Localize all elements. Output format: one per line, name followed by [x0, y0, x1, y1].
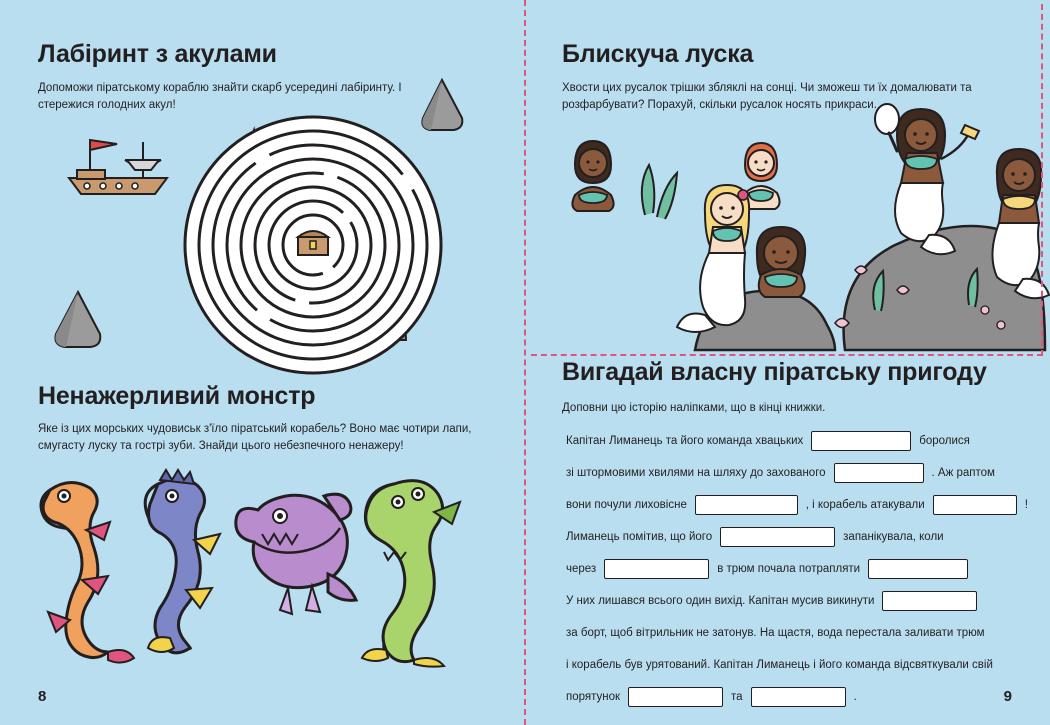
story-blank-field[interactable] — [882, 591, 977, 611]
story-line — [562, 553, 1032, 585]
story-text: запанікувала, коли — [843, 531, 944, 543]
sea-monster-blue-illustration — [128, 470, 238, 660]
intro-text-story: Доповни цю історію наліпками, що в кінці книжки. — [562, 402, 826, 414]
story-fill-in-blanks[interactable] — [562, 425, 1032, 713]
story-text: за борт, щоб вітрильник не затонув. На щастя, вода перестала заливати трюм — [566, 627, 985, 639]
story-text: У них лишався всього один вихід. Капітан мусив викинути — [566, 595, 875, 607]
page-title-maze: Лабіринт з акулами — [38, 40, 277, 68]
maze-puzzle — [183, 115, 443, 375]
intro-text-maze: Допоможи піратському кораблю знайти скарб усередині лабіринту. І стережися голодних акул! — [38, 82, 402, 111]
page-divider — [524, 0, 526, 725]
story-text: Лиманець помітив, що його — [566, 531, 713, 543]
story-blank-field[interactable] — [628, 687, 723, 707]
story-line — [562, 649, 1032, 681]
story-blank-field[interactable] — [751, 687, 846, 707]
intro-text-scales: Хвости цих русалок трішки збляклі на сонці. Чи зможеш ти їх домалювати та розфарбувати? Порахуй, скільки русалок носять прикраси. — [562, 82, 972, 111]
page-title-monster: Ненажерливий монстр — [38, 382, 316, 410]
story-text: боролися — [919, 435, 970, 447]
page-number-left: 8 — [38, 688, 47, 705]
story-line — [562, 425, 1032, 457]
sea-monster-purple-illustration — [228, 470, 358, 650]
story-line — [562, 617, 1032, 649]
activity-dashed-frame — [531, 4, 1043, 356]
rock-icon — [52, 290, 104, 350]
story-text: порятунок — [566, 691, 621, 703]
page-number-right: 9 — [1003, 688, 1012, 705]
story-line — [562, 521, 1032, 553]
story-text: . — [853, 691, 857, 703]
story-blank-field[interactable] — [720, 527, 835, 547]
story-blank-field[interactable] — [834, 463, 924, 483]
story-text: ! — [1024, 499, 1028, 511]
story-blank-field[interactable] — [604, 559, 709, 579]
story-line — [562, 457, 1032, 489]
story-blank-field[interactable] — [933, 495, 1017, 515]
page-title-story: Вигадай власну піратську пригоду — [562, 358, 987, 386]
story-blank-field[interactable] — [868, 559, 968, 579]
pirate-ship-illustration — [55, 130, 175, 200]
story-text: через — [566, 563, 597, 575]
story-text: в трюм почала потрапляти — [717, 563, 861, 575]
story-text: зі штормовими хвилями на шляху до захованого — [566, 467, 826, 479]
story-line — [562, 681, 1032, 713]
story-blank-field[interactable] — [695, 495, 798, 515]
story-text: . Аж раптом — [931, 467, 995, 479]
story-line — [562, 489, 1032, 521]
story-blank-field[interactable] — [811, 431, 911, 451]
story-line — [562, 585, 1032, 617]
story-text: та — [731, 691, 743, 703]
sea-monster-green-illustration — [348, 468, 478, 668]
story-text: і корабель був урятований. Капітан Лиманець і його команда відсвяткували свій — [566, 659, 993, 671]
intro-text-monster: Яке із цих морських чудовиськ з'їло піратський корабель? Воно має чотири лапи, смугасту луску та гострі зуби. Знайди цього небезпечного ненажеру! — [38, 423, 472, 452]
story-text: Капітан Лиманець та його команда хвацьких — [566, 435, 804, 447]
story-text: , і корабель атакували — [805, 499, 925, 511]
story-text: вони почули лиховісне — [566, 499, 687, 511]
page-title-scales: Блискуча луска — [562, 40, 754, 68]
